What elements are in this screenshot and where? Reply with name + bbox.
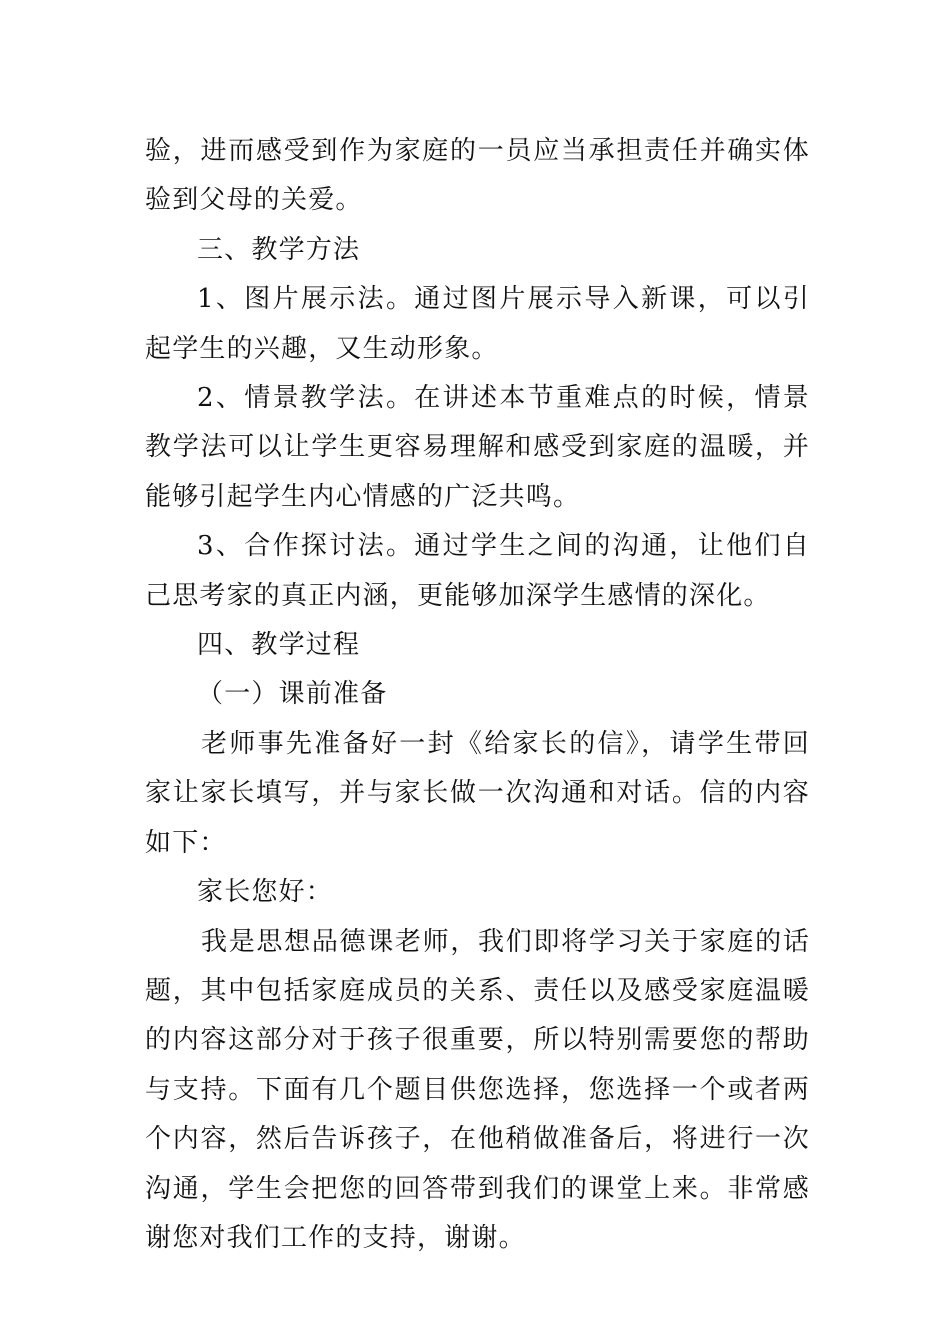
section-heading-teaching-methods: 三、教学方法 [197, 234, 361, 265]
paragraph-method-2: 2、情景教学法。在讲述本节重难点的时候，情景教学法可以让学生更容易理解和感受到家庭的温暖，并能够引起学生内心情感的广泛共鸣。 [145, 383, 810, 512]
paragraph-method-3: 3、合作探讨法。通过学生之间的沟通，让他们自己思考家的真正内涵，更能够加深学生感情的深化。 [145, 531, 810, 611]
letter-salutation: 家长您好： [197, 877, 334, 908]
document-body [145, 127, 810, 1263]
paragraph-method-1: 1、图片展示法。通过图片展示导入新课，可以引起学生的兴趣，又生动形象。 [145, 284, 810, 364]
paragraph-continuation: 验，进而感受到作为家庭的一员应当承担责任并确实体验到父母的关爱。 [145, 136, 810, 216]
paragraph-letter-intro: 老师事先准备好一封《给家长的信》，请学生带回家让家长填写，并与家长做一次沟通和对话。信的内容如下： [145, 728, 810, 858]
subheading-preparation: （一）课前准备 [197, 679, 388, 710]
section-heading-teaching-process: 四、教学过程 [197, 630, 361, 661]
letter-body: 我是思想品德课老师，我们即将学习关于家庭的话题，其中包括家庭成员的关系、责任以及感受家庭温暖的内容这部分对于孩子很重要，所以特别需要您的帮助与支持。下面有几个题目供您选择，您选择一个或者两个内容，然后告诉孩子，在他稍做准备后，将进行一次沟通，学生会把您的回答带到我们的课堂上来。非常感谢您对我们工作的支持，谢谢。 [145, 926, 810, 1253]
